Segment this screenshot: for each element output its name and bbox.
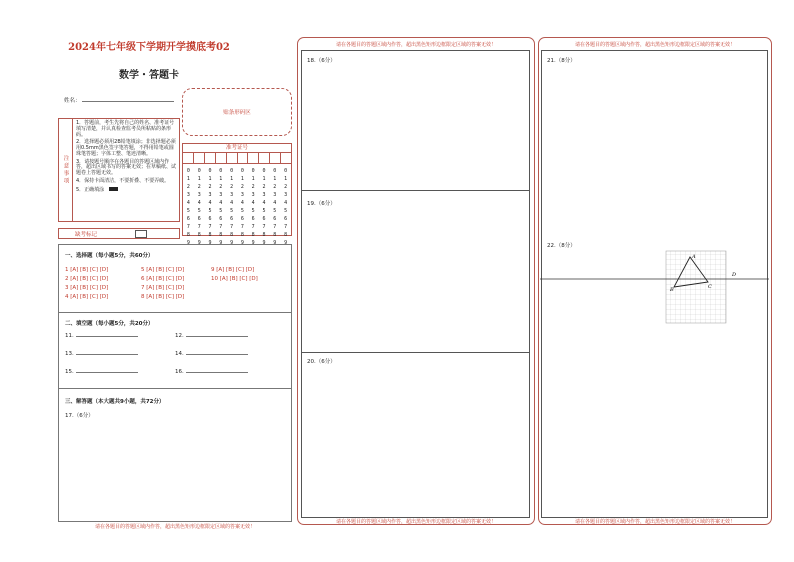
exam-number-digit-bubble[interactable]: 5 xyxy=(251,208,255,214)
exam-number-digit-bubble[interactable]: 2 xyxy=(186,184,190,190)
exam-number-digit-bubble[interactable]: 4 xyxy=(284,200,288,206)
exam-number-grid xyxy=(182,143,292,246)
exam-number-digit-bubble[interactable]: 4 xyxy=(186,200,190,206)
choice-question-options[interactable]: 10 [A] [B] [C] [D] xyxy=(211,276,258,282)
exam-number-digit-bubble[interactable]: 1 xyxy=(219,176,223,182)
notes-item: 3．请按题号顺序在各题目的答题区域内作答，超出区域书写的答案无效；在草稿纸、试题卷上答题无效。 xyxy=(76,158,177,176)
exam-number-digit-bubble[interactable]: 7 xyxy=(230,224,234,230)
warning-right-top: 请在各题目的答题区域内作答，超出黑色矩形边框限定区域的答案无效！ xyxy=(574,42,735,48)
exam-number-digit-bubble[interactable]: 1 xyxy=(262,176,266,182)
exam-number-digit-bubble[interactable]: 6 xyxy=(273,216,277,222)
exam-number-digit-bubble[interactable]: 9 xyxy=(230,240,234,246)
exam-number-digit-bubble[interactable]: 3 xyxy=(208,192,212,198)
exam-number-digit-bubble[interactable]: 3 xyxy=(219,192,223,198)
fill-blank-number: 12. xyxy=(175,333,184,339)
exam-number-digit-bubble[interactable]: 3 xyxy=(262,192,266,198)
exam-number-digit-bubble[interactable]: 4 xyxy=(208,200,212,206)
exam-number-digit-bubble[interactable]: 1 xyxy=(284,176,288,182)
exam-number-digit-bubble[interactable]: 6 xyxy=(284,216,288,222)
exam-number-write-box[interactable] xyxy=(183,153,194,163)
exam-number-digit-column xyxy=(230,167,233,247)
exam-number-digit-bubble[interactable]: 6 xyxy=(197,216,201,222)
exam-number-digit-bubble[interactable]: 2 xyxy=(219,184,223,190)
fill-blank-number: 13. xyxy=(65,351,74,357)
name-label: 姓名： xyxy=(64,98,81,104)
figure-label-a: A xyxy=(692,254,696,260)
exam-number-digit-bubble[interactable]: 6 xyxy=(219,216,223,222)
middle-answer-area xyxy=(301,50,530,518)
fill-blank-item[interactable] xyxy=(175,333,248,339)
exam-number-digit-bubble[interactable]: 9 xyxy=(186,240,190,246)
exam-number-digit-bubble[interactable]: 5 xyxy=(208,208,212,214)
exam-number-digit-bubble[interactable]: 3 xyxy=(230,192,234,198)
exam-number-write-box[interactable] xyxy=(248,153,259,163)
question-21-area xyxy=(542,51,767,233)
exam-number-digit-column xyxy=(252,167,255,247)
choice-section xyxy=(59,245,291,313)
question-20-area xyxy=(302,353,529,517)
exam-number-digit-bubble[interactable]: 3 xyxy=(273,192,277,198)
exam-number-digit-bubble[interactable]: 5 xyxy=(262,208,266,214)
exam-number-digit-bubble[interactable]: 0 xyxy=(197,168,201,174)
page-title: 2024年七年级下学期开学摸底考02 xyxy=(68,42,230,53)
fill-blank-item[interactable] xyxy=(175,369,248,375)
exam-number-digit-bubble[interactable]: 6 xyxy=(251,216,255,222)
fill-blank-number: 16. xyxy=(175,369,184,375)
exam-number-digit-bubble[interactable]: 7 xyxy=(273,224,277,230)
question-21-label: 21.（8分） xyxy=(547,58,576,64)
exam-number-digit-bubble[interactable]: 0 xyxy=(240,168,244,174)
exam-number-digit-bubble[interactable]: 8 xyxy=(273,232,277,238)
exam-number-digit-bubble[interactable]: 6 xyxy=(240,216,244,222)
choice-title: 一、选择题（每小题5分，共60分） xyxy=(65,253,154,259)
barcode-label: 贴条形码区 xyxy=(223,110,251,116)
absent-label: 缺考标记 xyxy=(75,231,98,238)
question-17-label: 17.（6分） xyxy=(65,413,94,419)
exam-number-digit-column xyxy=(241,167,244,247)
exam-number-digit-bubble[interactable]: 1 xyxy=(240,176,244,182)
answer-area xyxy=(58,244,292,522)
exam-number-digit-bubble[interactable]: 4 xyxy=(219,200,223,206)
exam-number-digit-bubble[interactable]: 3 xyxy=(186,192,190,198)
choice-question-options[interactable]: 5 [A] [B] [C] [D] xyxy=(141,267,185,273)
fill-blank-number: 11. xyxy=(65,333,74,339)
choice-question-options[interactable]: 7 [A] [B] [C] [D] xyxy=(141,285,185,291)
exam-number-write-box[interactable] xyxy=(216,153,227,163)
exam-number-digit-bubble[interactable]: 6 xyxy=(208,216,212,222)
choice-question-options[interactable]: 2 [A] [B] [C] [D] xyxy=(65,276,109,282)
fill-blank-item[interactable] xyxy=(175,351,248,357)
exam-number-digit-bubble[interactable]: 7 xyxy=(262,224,266,230)
exam-number-write-box[interactable] xyxy=(281,153,291,163)
exam-number-digit-bubble[interactable]: 0 xyxy=(262,168,266,174)
exam-number-digit-bubble[interactable]: 9 xyxy=(208,240,212,246)
choice-row xyxy=(65,294,271,303)
exam-number-digit-bubble[interactable]: 1 xyxy=(197,176,201,182)
exam-number-digit-bubble[interactable]: 8 xyxy=(186,232,190,238)
exam-number-digit-bubble[interactable]: 5 xyxy=(273,208,277,214)
choice-question-options[interactable]: 6 [A] [B] [C] [D] xyxy=(141,276,185,282)
exam-number-digit-bubble[interactable]: 9 xyxy=(197,240,201,246)
exam-number-digit-bubble[interactable]: 4 xyxy=(197,200,201,206)
right-answer-area xyxy=(541,50,768,518)
exam-number-digit-bubble[interactable]: 8 xyxy=(197,232,201,238)
choice-row xyxy=(65,267,271,276)
exam-number-digit-bubble[interactable]: 0 xyxy=(284,168,288,174)
exam-number-digit-column xyxy=(219,167,222,247)
choice-question-options[interactable]: 8 [A] [B] [C] [D] xyxy=(141,294,185,300)
exam-number-digit-bubble[interactable]: 8 xyxy=(262,232,266,238)
exam-number-digit-bubble[interactable]: 3 xyxy=(251,192,255,198)
fill-blank-number: 14. xyxy=(175,351,184,357)
exam-number-digit-bubble[interactable]: 5 xyxy=(197,208,201,214)
exam-number-digit-bubble[interactable]: 6 xyxy=(186,216,190,222)
notes-item: 5．正确填涂 xyxy=(76,187,178,194)
exam-number-write-box[interactable] xyxy=(259,153,270,163)
choice-question-options[interactable]: 3 [A] [B] [C] [D] xyxy=(65,285,109,291)
question-19-area xyxy=(302,191,529,353)
fill-blank-line[interactable] xyxy=(186,354,248,355)
solve-title: 三、解答题（本大题共9小题，共72分） xyxy=(65,399,165,405)
fill-blank-line[interactable] xyxy=(76,336,138,337)
exam-number-digit-bubble[interactable]: 9 xyxy=(240,240,244,246)
fill-blank-item[interactable] xyxy=(65,369,138,375)
notes-item: 1．答题前，考生先将自己的姓名、准考证号填写清楚，并认真检查监考员所粘贴的条形码。 xyxy=(76,120,175,138)
exam-number-digit-bubble[interactable]: 4 xyxy=(251,200,255,206)
exam-number-digit-bubble[interactable]: 1 xyxy=(251,176,255,182)
exam-number-digit-bubble[interactable]: 2 xyxy=(240,184,244,190)
choice-question-options[interactable] xyxy=(211,285,271,294)
exam-number-digit-bubble[interactable]: 8 xyxy=(208,232,212,238)
exam-number-write-box[interactable] xyxy=(194,153,205,163)
notes-list xyxy=(76,121,178,193)
page-subtitle: 数学・答题卡 xyxy=(119,70,179,81)
exam-number-label: 准考证号 xyxy=(183,144,291,153)
exam-number-digit-bubble[interactable]: 7 xyxy=(208,224,212,230)
barcode-area xyxy=(182,88,292,136)
exam-number-digit-bubble[interactable]: 8 xyxy=(219,232,223,238)
notes-title: 注意事项 xyxy=(59,119,73,221)
exam-number-digit-bubble[interactable]: 1 xyxy=(230,176,234,182)
warning-left: 请在各题目的答题区域内作答，超出黑色矩形边框限定区域的答案无效！ xyxy=(94,524,255,530)
exam-number-write-box[interactable] xyxy=(205,153,216,163)
name-field[interactable] xyxy=(64,96,174,104)
exam-number-digit-bubble[interactable]: 0 xyxy=(219,168,223,174)
choice-question-options[interactable]: 9 [A] [B] [C] [D] xyxy=(211,267,255,273)
exam-number-digit-bubble[interactable]: 2 xyxy=(251,184,255,190)
exam-number-digit-bubble[interactable]: 5 xyxy=(219,208,223,214)
choice-question-options[interactable] xyxy=(211,294,271,303)
exam-number-digit-bubble[interactable]: 0 xyxy=(208,168,212,174)
exam-number-digit-bubble[interactable]: 2 xyxy=(197,184,201,190)
exam-number-digit-bubble[interactable]: 1 xyxy=(186,176,190,182)
exam-number-digit-bubble[interactable]: 8 xyxy=(284,232,288,238)
exam-number-digit-bubble[interactable]: 0 xyxy=(251,168,255,174)
exam-number-digit-bubble[interactable]: 0 xyxy=(186,168,190,174)
exam-number-digit-bubble[interactable]: 7 xyxy=(186,224,190,230)
exam-number-digit-column xyxy=(198,167,201,247)
exam-number-digit-bubble[interactable]: 8 xyxy=(240,232,244,238)
exam-number-digit-bubble[interactable]: 6 xyxy=(230,216,234,222)
exam-number-digit-bubble[interactable]: 5 xyxy=(186,208,190,214)
fill-blank-item[interactable] xyxy=(65,351,138,357)
exam-number-digit-bubble[interactable]: 9 xyxy=(273,240,277,246)
exam-number-digit-column xyxy=(208,167,211,247)
figure-label-d: D xyxy=(732,272,737,278)
exam-number-digit-bubble[interactable]: 1 xyxy=(208,176,212,182)
fill-blank-line[interactable] xyxy=(186,372,248,373)
exam-number-digit-column xyxy=(187,167,190,247)
exam-number-digit-bubble[interactable]: 7 xyxy=(240,224,244,230)
fill-blank-line[interactable] xyxy=(76,354,138,355)
warning-right-bottom: 请在各题目的答题区域内作答，超出黑色矩形边框限定区域的答案无效！ xyxy=(574,519,735,525)
choice-question-options[interactable]: 4 [A] [B] [C] [D] xyxy=(65,294,109,300)
exam-number-write-box[interactable] xyxy=(270,153,281,163)
exam-number-digit-bubble[interactable]: 8 xyxy=(230,232,234,238)
exam-number-digit-bubble[interactable]: 5 xyxy=(240,208,244,214)
warning-middle-top: 请在各题目的答题区域内作答，超出黑色矩形边框限定区域的答案无效！ xyxy=(335,42,496,48)
exam-number-digit-column xyxy=(273,167,276,247)
exam-number-digit-bubble[interactable]: 4 xyxy=(273,200,277,206)
exam-number-digit-bubble[interactable]: 1 xyxy=(273,176,277,182)
exam-number-digit-bubble[interactable]: 7 xyxy=(197,224,201,230)
exam-number-digit-bubble[interactable]: 9 xyxy=(219,240,223,246)
exam-number-digit-bubble[interactable]: 4 xyxy=(240,200,244,206)
filled-mark-icon xyxy=(109,187,118,191)
warning-middle-bottom: 请在各题目的答题区域内作答，超出黑色矩形边框限定区域的答案无效！ xyxy=(335,519,496,525)
question-22-label: 22.（8分） xyxy=(547,243,576,249)
exam-number-digit-bubble[interactable]: 5 xyxy=(230,208,234,214)
exam-number-digit-bubble[interactable]: 2 xyxy=(230,184,234,190)
exam-number-write-box[interactable] xyxy=(238,153,249,163)
question-20-label: 20.（6分） xyxy=(307,359,336,365)
exam-number-digit-bubble[interactable]: 7 xyxy=(219,224,223,230)
exam-number-digit-bubble[interactable]: 2 xyxy=(208,184,212,190)
fill-blank-item[interactable] xyxy=(65,333,138,339)
exam-number-digit-bubble[interactable]: 0 xyxy=(273,168,277,174)
absent-checkbox[interactable] xyxy=(135,230,147,238)
exam-number-digit-bubble[interactable]: 7 xyxy=(251,224,255,230)
exam-number-digit-bubble[interactable]: 2 xyxy=(284,184,288,190)
exam-number-digit-bubble[interactable]: 9 xyxy=(251,240,255,246)
exam-number-write-box[interactable] xyxy=(227,153,238,163)
notes-box xyxy=(58,118,180,222)
absent-mark-row xyxy=(58,228,180,239)
fill-section xyxy=(59,313,291,389)
solve-section xyxy=(59,389,291,521)
exam-number-digit-bubble[interactable]: 0 xyxy=(230,168,234,174)
notes-item: 2．选择题必须用2B铅笔填涂；非选择题必须用0.5mm黑色签字笔答题，不得用铅笔或圆珠笔答题；字体工整、笔迹清晰。 xyxy=(76,139,176,157)
exam-number-digit-bubble[interactable]: 4 xyxy=(262,200,266,206)
choice-question-options[interactable]: 1 [A] [B] [C] [D] xyxy=(65,267,109,273)
exam-number-digit-bubble[interactable]: 5 xyxy=(284,208,288,214)
question-18-area xyxy=(302,51,529,191)
exam-number-digit-bubble[interactable]: 6 xyxy=(262,216,266,222)
exam-number-digit-column xyxy=(284,167,287,247)
exam-number-digit-bubble[interactable]: 3 xyxy=(197,192,201,198)
figure-label-c: C xyxy=(708,284,712,290)
fill-title: 二、填空题（每小题5分，共20分） xyxy=(65,321,154,327)
exam-number-digit-bubble[interactable]: 3 xyxy=(240,192,244,198)
triangle-grid-figure xyxy=(540,249,769,325)
exam-number-digit-bubble[interactable]: 9 xyxy=(284,240,288,246)
question-18-label: 18.（6分） xyxy=(307,58,336,64)
exam-number-digit-bubble[interactable]: 8 xyxy=(251,232,255,238)
figure-label-b: B xyxy=(670,287,674,293)
exam-number-digit-bubble[interactable]: 9 xyxy=(262,240,266,246)
choice-row xyxy=(65,285,271,294)
exam-number-digit-column xyxy=(262,167,265,247)
exam-number-digit-bubble[interactable]: 4 xyxy=(230,200,234,206)
fill-blank-line[interactable] xyxy=(186,336,248,337)
choice-row xyxy=(65,276,271,285)
fill-blank-line[interactable] xyxy=(76,372,138,373)
fill-blank-number: 15. xyxy=(65,369,74,375)
question-19-label: 19.（6分） xyxy=(307,201,336,207)
exam-number-digit-bubble[interactable]: 2 xyxy=(273,184,277,190)
exam-number-digit-bubble[interactable]: 7 xyxy=(284,224,288,230)
exam-number-digit-bubble[interactable]: 2 xyxy=(262,184,266,190)
exam-number-digit-bubble[interactable]: 3 xyxy=(284,192,288,198)
notes-item: 4．保持卡面清洁，不要折叠、不要弄破。 xyxy=(76,177,170,184)
